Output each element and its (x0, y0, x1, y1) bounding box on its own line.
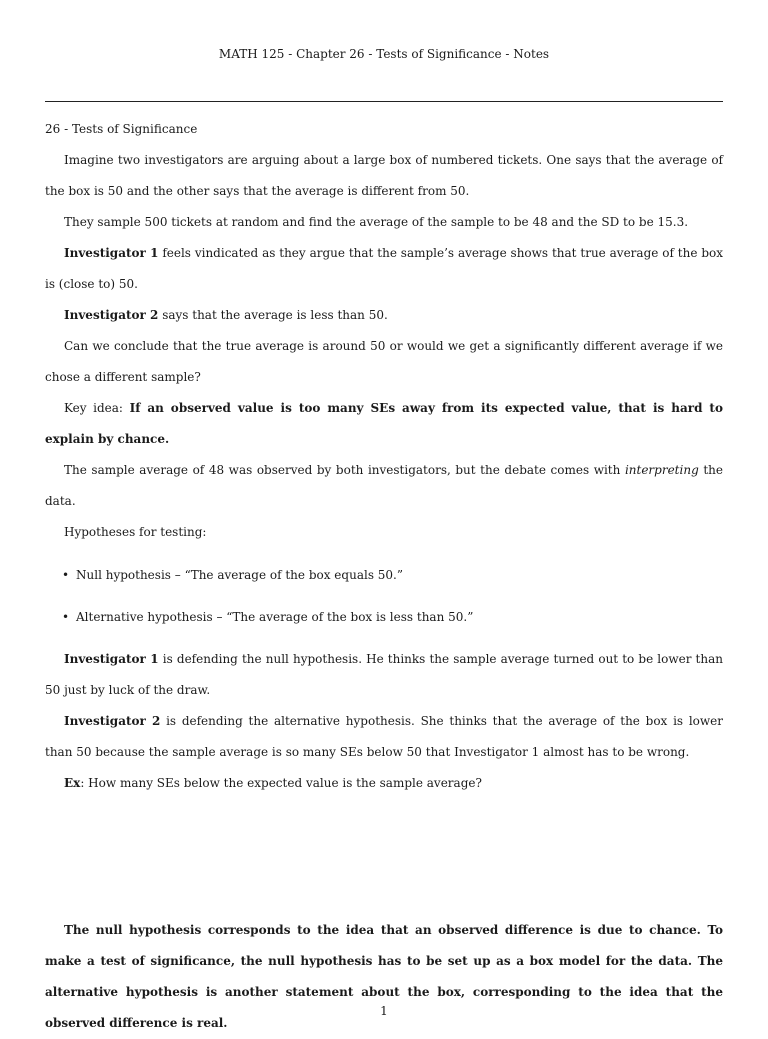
interpreting-text-b: the data. (45, 463, 723, 508)
bullet-null-hypothesis: Null hypothesis – “The average of the box equals 50.” (76, 568, 404, 582)
paragraph-hypotheses-heading: Hypotheses for testing: (64, 525, 207, 539)
key-idea-label: Key idea: (64, 401, 130, 415)
paragraph-investigator-1 (45, 238, 723, 300)
interpreting-emphasis: interpreting (624, 463, 699, 477)
investigator-2-label: Investigator 2 (64, 308, 159, 322)
key-idea-text: If an observed value is too many SEs away from its expected value, that is hard to explain by chance. (45, 401, 723, 446)
investigator-2-text: says that the average is less than 50. (158, 308, 388, 322)
bullet-icon: • (62, 610, 70, 624)
investigator-1-null-text: is defending the null hypothesis. He thinks the sample average turned out to be lower than 50 just by luck of the draw. (45, 652, 723, 697)
document-body (45, 114, 723, 1039)
page-header: MATH 125 - Chapter 26 - Tests of Significance - Notes (218, 47, 550, 61)
paragraph-investigator-2-alternative (45, 706, 723, 768)
paragraph-sample: They sample 500 tickets at random and find the average of the sample to be 48 and the SD to be 15.3. (64, 215, 689, 229)
paragraph-example (45, 768, 723, 799)
investigator-1-text: feels vindicated as they argue that the sample’s average shows that true average of the box is (close to) 50. (45, 246, 723, 291)
paragraph-key-idea (45, 393, 723, 455)
paragraph-investigator-1-null (45, 644, 723, 706)
paragraph-investigator-2 (45, 300, 723, 331)
interpreting-text-a: The sample average of 48 was observed by both investigators, but the debate comes with (64, 463, 625, 477)
investigator-2-alternative-text: is defending the alternative hypothesis. She thinks that the average of the box is lower than 50 because the sample average is so many SEs below 50 that Investigator 1 almost has to be wrong. (45, 714, 723, 759)
null-hypothesis-summary-text: The null hypothesis corresponds to the idea that an observed difference is due to chance. To make a test of significance, the null hypothesis has to be set up as a box model for the data. The alternative hypothesis is another statement about the box, corresponding to the idea that the observed difference is real. (45, 923, 723, 1030)
investigator-2-label: Investigator 2 (64, 714, 161, 728)
hypotheses-list (45, 560, 723, 633)
paragraph-null-hypothesis-summary (45, 915, 723, 1039)
bullet-alternative-hypothesis: Alternative hypothesis – “The average of the box is less than 50.” (76, 610, 474, 624)
section-title: 26 - Tests of Significance (45, 122, 198, 136)
header-rule (45, 101, 723, 102)
answer-space (45, 799, 723, 915)
paragraph-interpreting (45, 455, 723, 517)
paragraph-question: Can we conclude that the true average is around 50 or would we get a significantly different average if we chose a different sample? (45, 339, 723, 384)
investigator-1-label: Investigator 1 (64, 246, 159, 260)
investigator-1-label: Investigator 1 (64, 652, 159, 666)
example-label: Ex (64, 776, 81, 790)
list-item (45, 560, 723, 591)
list-item (45, 602, 723, 633)
page-number: 1 (380, 1004, 388, 1018)
example-question: : How many SEs below the expected value is the sample average? (80, 776, 482, 790)
bullet-icon: • (62, 568, 70, 582)
paragraph-intro: Imagine two investigators are arguing about a large box of numbered tickets. One says that the average of the box is 50 and the other says that the average is different from 50. (45, 153, 723, 198)
